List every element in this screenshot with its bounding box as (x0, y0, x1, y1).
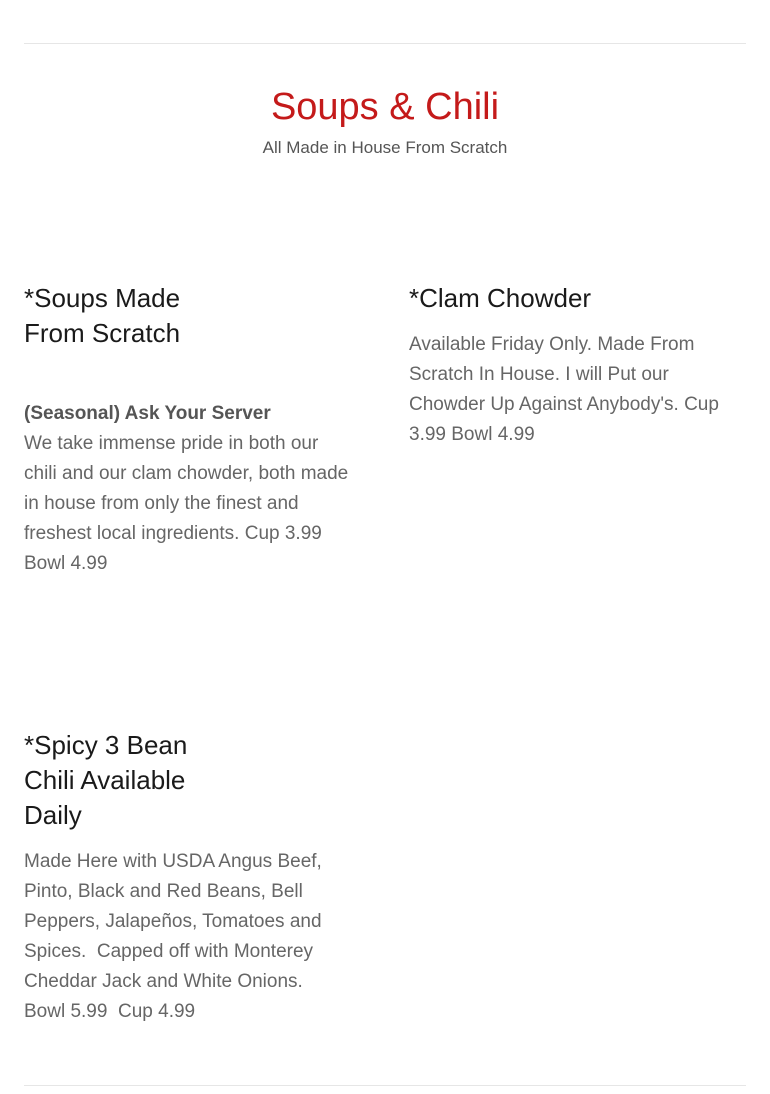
menu-item-title: *Soups Made From Scratch (24, 283, 181, 348)
menu-item-clam-chowder (409, 281, 729, 450)
top-divider (24, 43, 746, 44)
menu-item-title: *Clam Chowder (409, 283, 592, 313)
section-subtitle: All Made in House From Scratch (262, 138, 508, 157)
menu-item-highlight: (Seasonal) Ask Your Server (24, 403, 271, 424)
section-title: Soups & Chili (270, 86, 500, 128)
menu-item-description: Made Here with USDA Angus Beef, Pinto, Black and Red Beans, Bell Peppers, Jalapeños, Tomatoes and Spices. Capped off with Monterey Cheddar Jack and White Onions. Bowl 5.99 Cup 4.99 (24, 851, 328, 1022)
bottom-divider (24, 1085, 746, 1086)
menu-item-description (24, 399, 354, 579)
menu-item-description: Available Friday Only. Made From Scratch In House. I will Put our Chowder Up Against Anybody's. Cup 3.99 Bowl 4.99 (409, 334, 719, 445)
menu-item-description-text: We take immense pride in both our chili and our clam chowder, both made in house from only the finest and freshest local ingredients. Cup 3.99 Bowl 4.99 (24, 433, 349, 574)
menu-item-soups-from-scratch (24, 281, 354, 579)
section-header (0, 84, 770, 160)
menu-item-spicy-chili (24, 728, 354, 1027)
menu-item-title: *Spicy 3 Bean Chili Available Daily (24, 730, 188, 830)
